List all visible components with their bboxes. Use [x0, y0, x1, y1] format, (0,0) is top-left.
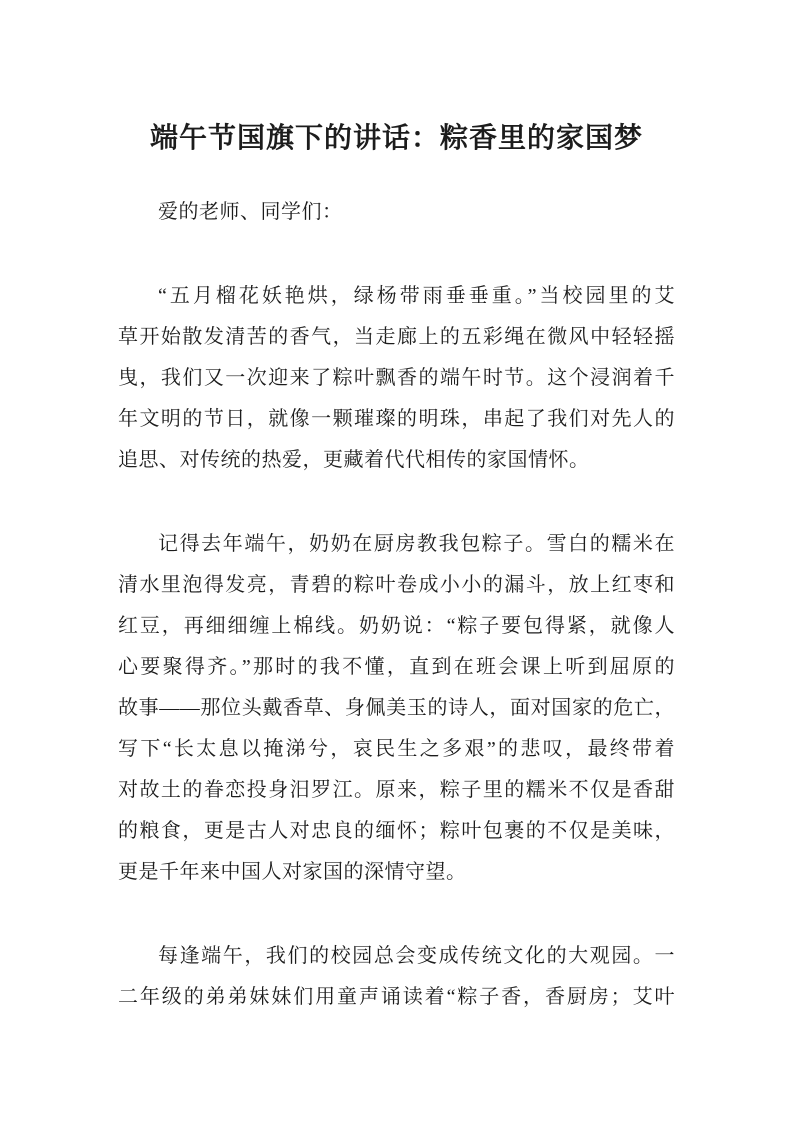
text-line: 清水里泡得发亮，青碧的粽叶卷成小小的漏斗，放上红枣和 — [118, 574, 675, 596]
text-line: 二年级的弟弟妹妹们用童声诵读着“粽子香，香厨房；艾叶 — [118, 986, 675, 1008]
text-line: 故事——那位头戴香草、身佩美玉的诗人，面对国家的危亡， — [118, 697, 675, 719]
text-line: 年文明的节日，就像一颗璀璨的明珠，串起了我们对先人的 — [118, 408, 675, 430]
text-line: 写下“长太息以掩涕兮，哀民生之多艰”的悲叹，最终带着 — [118, 738, 675, 760]
paragraph-1 — [118, 276, 675, 481]
text-line: 对故土的眷恋投身汨罗江。原来，粽子里的糯米不仅是香甜 — [118, 779, 675, 801]
text-line: 草开始散发清苦的香气，当走廊上的五彩绳在微风中轻轻摇 — [118, 326, 675, 348]
text-line: 的粮食，更是古人对忠良的缅怀；粽叶包裹的不仅是美味， — [118, 820, 675, 842]
text-line: 红豆，再细细缠上棉线。奶奶说：“粽子要包得紧，就像人 — [118, 615, 675, 637]
paragraph-3 — [118, 936, 675, 1018]
document-title: 端午节国旗下的讲话：粽香里的家国梦 — [149, 123, 643, 154]
text-line: 更是千年来中国人对家国的深情守望。 — [118, 861, 467, 883]
text-line: “五月榴花妖艳烘，绿杨带雨垂垂重。”当校园里的艾 — [158, 285, 675, 307]
text-line: 心要聚得齐。”那时的我不懂，直到在班会课上听到屈原的 — [118, 656, 675, 678]
text-line: 每逢端午，我们的校园总会变成传统文化的大观园。一 — [158, 945, 675, 967]
text-line: 曳，我们又一次迎来了粽叶飘香的端午时节。这个浸润着千 — [118, 367, 675, 389]
salutation-line: 爱的老师、同学们： — [158, 201, 343, 223]
paragraph-2 — [118, 524, 675, 893]
text-line: 追思、对传统的热爱，更藏着代代相传的家国情怀。 — [118, 449, 590, 471]
text-line: 记得去年端午，奶奶在厨房教我包粽子。雪白的糯米在 — [158, 533, 675, 555]
